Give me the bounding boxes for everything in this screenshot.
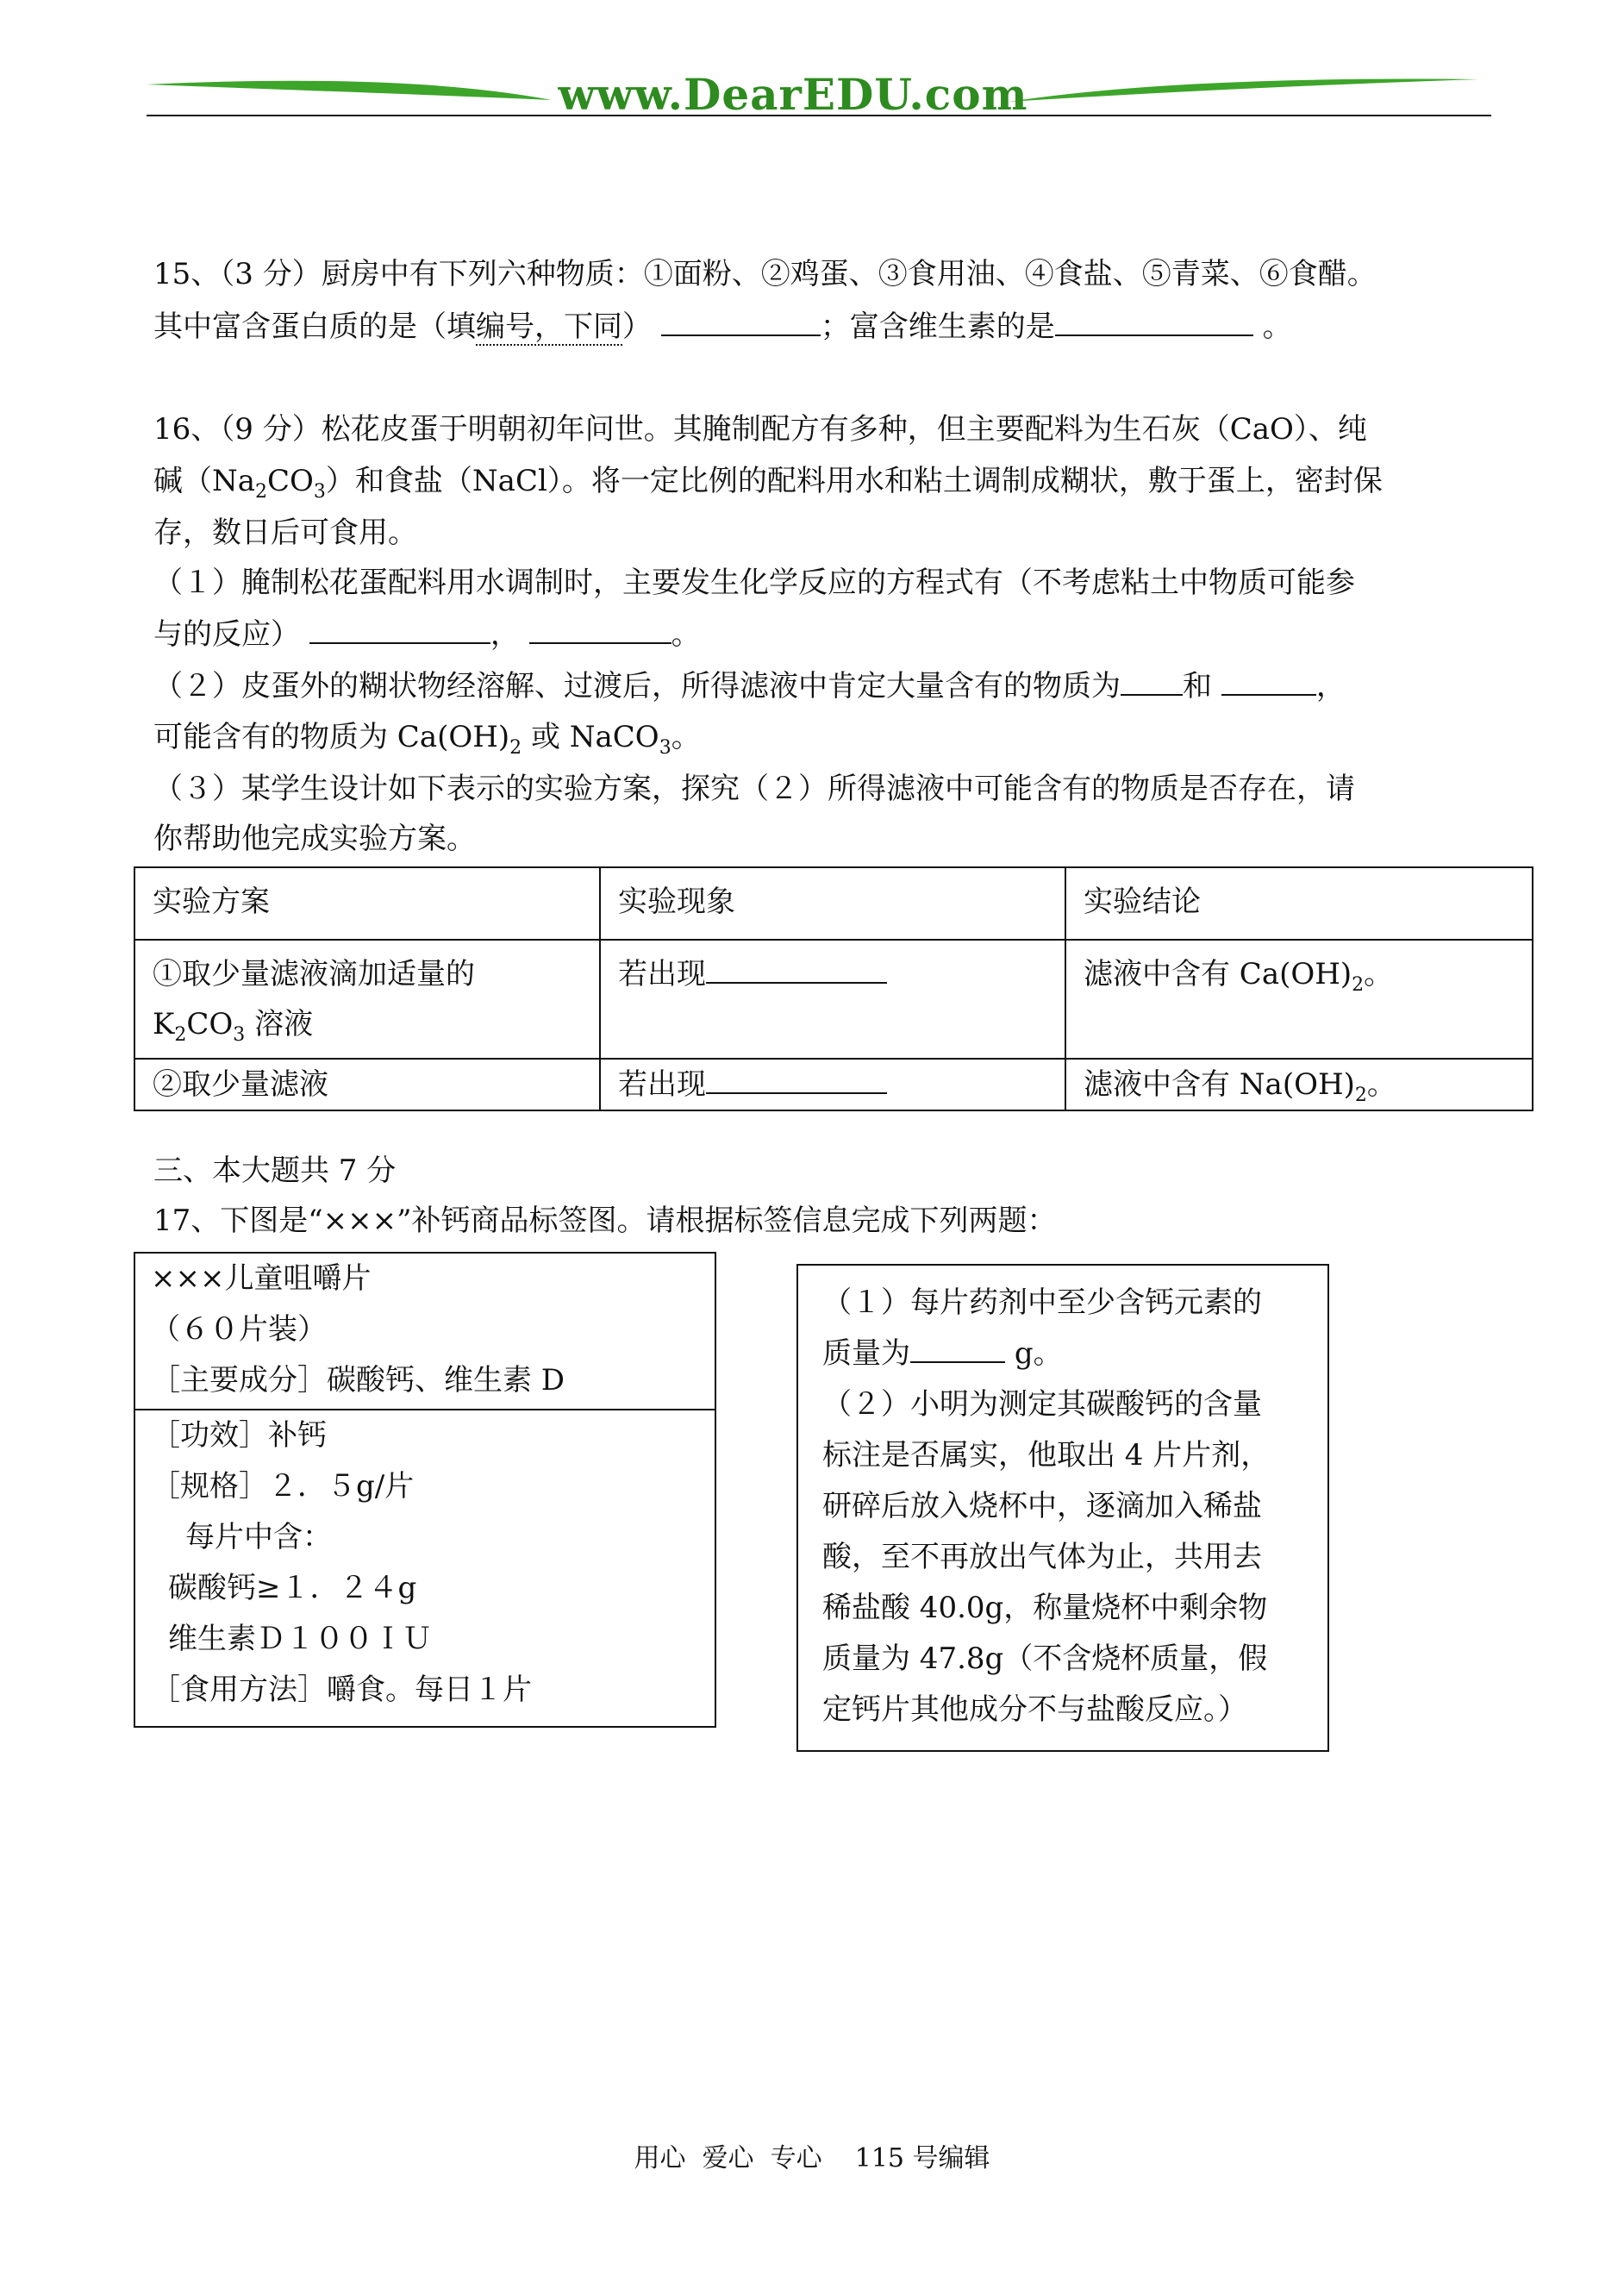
table-header-cell: 实验方案 [134, 867, 600, 940]
q15-vitamin-blank[interactable] [1055, 309, 1253, 336]
table-cell [1065, 1059, 1533, 1110]
qbox-text: g。 [1014, 1336, 1063, 1371]
subscript: 3 [233, 1023, 246, 1046]
subscript: 3 [313, 480, 326, 503]
q16-text: 碱（Na [153, 464, 256, 498]
q16-line5 [153, 616, 701, 652]
q16-text: 和 [1183, 669, 1212, 704]
q16-text: CO [267, 464, 314, 498]
q15-dotted-text: 编号，下同 [476, 310, 622, 344]
subscript: 2 [255, 480, 268, 503]
cell-text: 。 [1366, 1067, 1396, 1102]
q15-text: ） [622, 310, 652, 344]
qbox-line: （２）小明为测定其碳酸钙的含量 [822, 1387, 1262, 1422]
q16-line1: 16、（9 分）松花皮蛋于明朝初年问世。其腌制配方有多种，但主要配料为生石灰（CaO）、纯 [153, 412, 1367, 447]
table-row [134, 940, 1533, 1059]
calcium-mass-blank[interactable] [910, 1335, 1005, 1363]
qbox-line: （１）每片药剂中至少含钙元素的 [822, 1285, 1262, 1320]
subscript: 2 [509, 736, 522, 759]
cell-text: 滤液中含有 Na(OH) [1084, 1067, 1355, 1102]
phenomenon2-blank[interactable] [706, 1066, 887, 1094]
subscript: 2 [1352, 973, 1365, 996]
label-vitamin-d: 维生素Ｄ１００ＩＵ [168, 1622, 432, 1656]
cell-text [153, 999, 582, 1049]
table-cell [600, 940, 1065, 1059]
table-header-cell: 实验现象 [600, 867, 1065, 940]
q15-protein-blank[interactable] [661, 309, 821, 336]
qbox-line: 稀盐酸 40.0g，称量烧杯中剩余物 [822, 1591, 1268, 1625]
q15-text: ；富含维生素的是 [820, 310, 1055, 344]
q16-text: ， [1315, 669, 1346, 704]
section3-title: 三、本大题共 7 分 [153, 1154, 397, 1188]
q16-text: ）和食盐（NaCl）。将一定比例的配料用水和粘土调制成糊状，敷于蛋上，密封保 [325, 464, 1383, 498]
qbox-line: 质量为 47.8g（不含烧杯质量，假 [822, 1642, 1268, 1676]
qbox-line: 定钙片其他成分不与盐酸反应。） [822, 1692, 1247, 1727]
q16-line4: （１）腌制松花蛋配料用水调制时，主要发生化学反应的方程式有（不考虑粘土中物质可能参 [153, 566, 1355, 600]
table-header-cell: 实验结论 [1065, 867, 1533, 940]
cell-text: 。 [1364, 957, 1394, 991]
cell-text: 若出现 [618, 1067, 706, 1102]
table-cell: ②取少量滤液 [134, 1059, 600, 1110]
qbox-line [822, 1329, 1327, 1379]
q16-equation2-blank[interactable] [529, 616, 671, 644]
q16-text: ， [490, 617, 520, 652]
qbox-line: 研碎后放入烧杯中，逐滴加入稀盐 [822, 1489, 1262, 1523]
q16-line6 [153, 668, 1346, 704]
table-row [134, 1059, 1533, 1110]
subscript: 2 [174, 1023, 187, 1046]
phenomenon1-blank[interactable] [706, 956, 887, 984]
label-caco3: 碳酸钙≥１．２４g [168, 1571, 417, 1605]
qbox-text: 质量为 [822, 1336, 910, 1371]
table-cell [600, 1059, 1065, 1110]
q16-line9: 你帮助他完成实验方案。 [153, 822, 476, 856]
experiment-table [134, 866, 1533, 1111]
table-header-row [134, 867, 1533, 940]
q16-line7 [153, 720, 701, 759]
qbox-line: 标注是否属实，他取出 4 片片剂， [822, 1438, 1271, 1473]
label-effect: ［功效］补钙 [151, 1418, 327, 1453]
page-footer: 用心 爱心 专心 115 号编辑 [634, 2143, 990, 2173]
label-spec: ［规格］２．５g/片 [151, 1469, 415, 1504]
header-banner [147, 67, 1491, 128]
subscript: 2 [1354, 1084, 1367, 1106]
cell-text: 溶液 [245, 1007, 314, 1041]
label-product-name: ×××儿童咀嚼片 [151, 1261, 372, 1296]
cell-text: 滤液中含有 Ca(OH) [1084, 957, 1352, 991]
q16-text: 或 NaCO [522, 720, 659, 754]
q16-equation1-blank[interactable] [309, 616, 490, 644]
question-box [796, 1264, 1329, 1752]
table-cell [134, 940, 600, 1059]
q16-substance2-blank[interactable] [1221, 668, 1316, 696]
qbox-line: 酸，至不再放出气体为止，共用去 [822, 1540, 1262, 1574]
q16-text: 。 [671, 720, 701, 754]
q16-text: 。 [671, 617, 701, 652]
cell-text: CO [186, 1007, 234, 1041]
site-logo-text: www.DearEDU.com [558, 69, 1028, 120]
q16-text: 可能含有的物质为 Ca(OH) [153, 720, 510, 754]
q17-intro: 17、下图是“×××”补钙商品标签图。请根据标签信息完成下列两题： [153, 1204, 1057, 1238]
label-per-tablet: 每片中含： [185, 1520, 332, 1554]
q16-text: （２）皮蛋外的糊状物经溶解、过渡后，所得滤液中肯定大量含有的物质为 [153, 669, 1121, 704]
q16-line3: 存，数日后可食用。 [153, 516, 417, 550]
label-package: （６０片装） [151, 1312, 327, 1347]
q15-line1: 15、（3 分）厨房中有下列六种物质：①面粉、②鸡蛋、③食用油、④食盐、⑤青菜、⑥食醋。 [153, 257, 1377, 291]
table-cell [1065, 940, 1533, 1059]
label-top [135, 1254, 715, 1410]
product-label [134, 1252, 716, 1728]
cell-text: ①取少量滤液滴加适量的 [153, 957, 475, 991]
q16-text: 与的反应） [153, 617, 300, 652]
q15-text: 其中富含蛋白质的是（填 [153, 310, 476, 344]
cell-text: K [153, 1007, 175, 1041]
label-usage: ［食用方法］嚼食。每日１片 [151, 1673, 532, 1707]
q15-text: 。 [1262, 310, 1292, 344]
label-ingredients: ［主要成分］碳酸钙、维生素 D [151, 1363, 565, 1398]
subscript: 3 [659, 736, 671, 759]
q16-line2 [153, 464, 1383, 503]
q15-line2 [153, 309, 1292, 344]
cell-text: 若出现 [618, 957, 706, 991]
label-bottom [135, 1410, 715, 1716]
q16-substance1-blank[interactable] [1121, 668, 1183, 696]
q16-line8: （３）某学生设计如下表示的实验方案，探究（２）所得滤液中可能含有的物质是否存在，请 [153, 772, 1355, 806]
